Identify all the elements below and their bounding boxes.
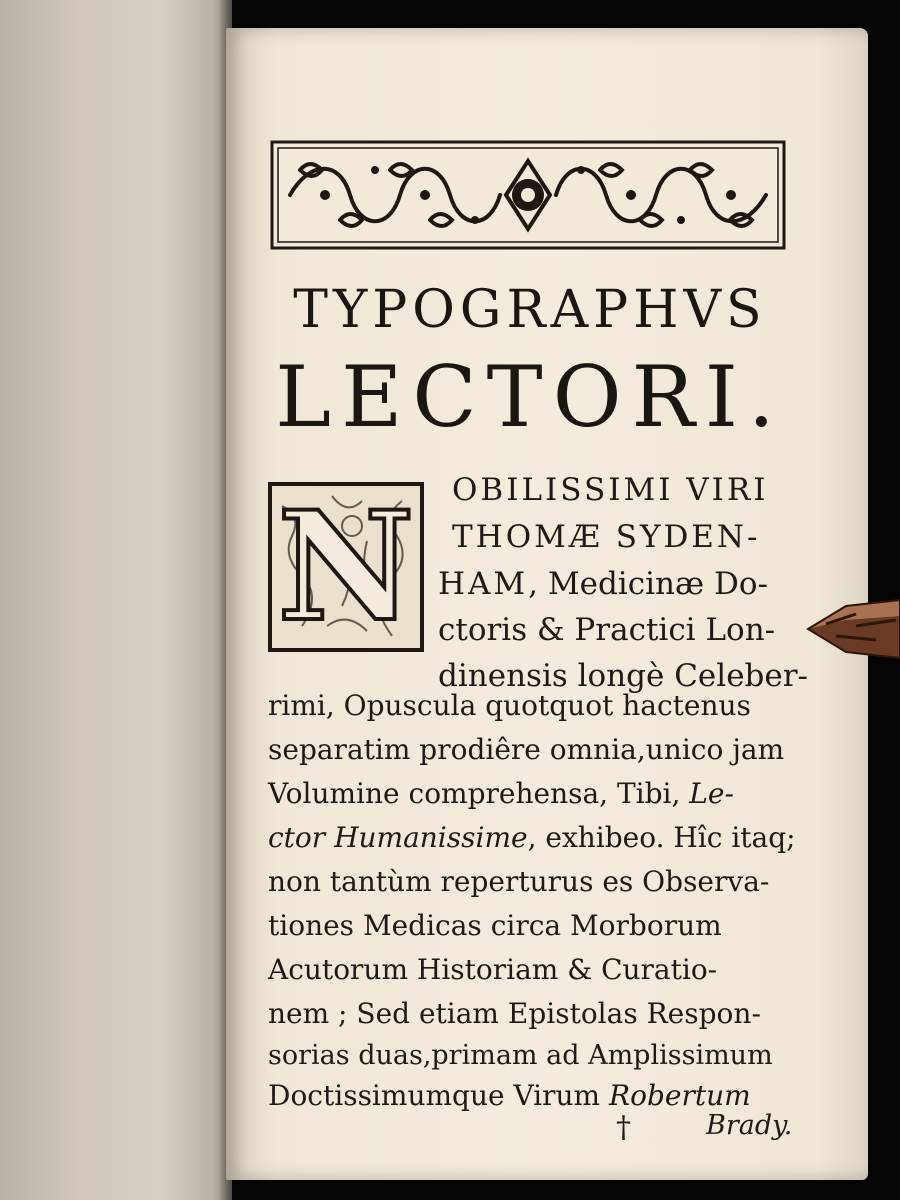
text-line: THOMÆ SYDEN- — [452, 519, 761, 555]
text-line: ctoris & Practici Lon- — [438, 612, 776, 648]
pointer-pin-icon — [806, 596, 900, 662]
text-line: OBILISSIMI VIRI — [452, 472, 769, 508]
text-line: dinensis longè Celeber- — [438, 658, 809, 694]
text-fragment: , exhibeo. Hîc itaq; — [527, 821, 796, 854]
text-line: separatim prodiêre omnia,unico jam — [268, 733, 785, 766]
text-fragment: HAM — [438, 566, 529, 602]
text-fragment: Robertum — [609, 1079, 751, 1112]
headpiece-ornament — [270, 140, 786, 250]
text-line: non tantùm reperturus es Observa- — [268, 865, 770, 898]
text-line: sorias duas,primam ad Amplissimum — [268, 1040, 773, 1071]
decorated-initial — [268, 482, 424, 652]
text-line: rimi, Opuscula quotquot hactenus — [268, 689, 751, 722]
text-fragment: ctor Humanissime — [268, 821, 528, 854]
text-fragment: Volumine comprehensa, Tibi, — [268, 777, 690, 810]
title-line-2: LECTORI. — [275, 348, 785, 446]
signature-mark: † — [616, 1110, 631, 1145]
text-fragment: Doctissimumque Virum — [268, 1079, 610, 1112]
initial-letter: N — [277, 482, 415, 652]
facing-page — [0, 0, 232, 1200]
title-line-1: TYPOGRAPHVS — [293, 280, 767, 340]
catchword: Brady. — [706, 1110, 793, 1141]
text-line: tiones Medicas circa Morborum — [268, 909, 722, 942]
text-line: nem ; Sed etiam Epistolas Respon- — [268, 997, 761, 1030]
text-line: Acutorum Historiam & Curatio- — [268, 953, 718, 986]
text-fragment: , Medicinæ Do- — [528, 566, 768, 602]
text-fragment: Le- — [689, 777, 734, 810]
